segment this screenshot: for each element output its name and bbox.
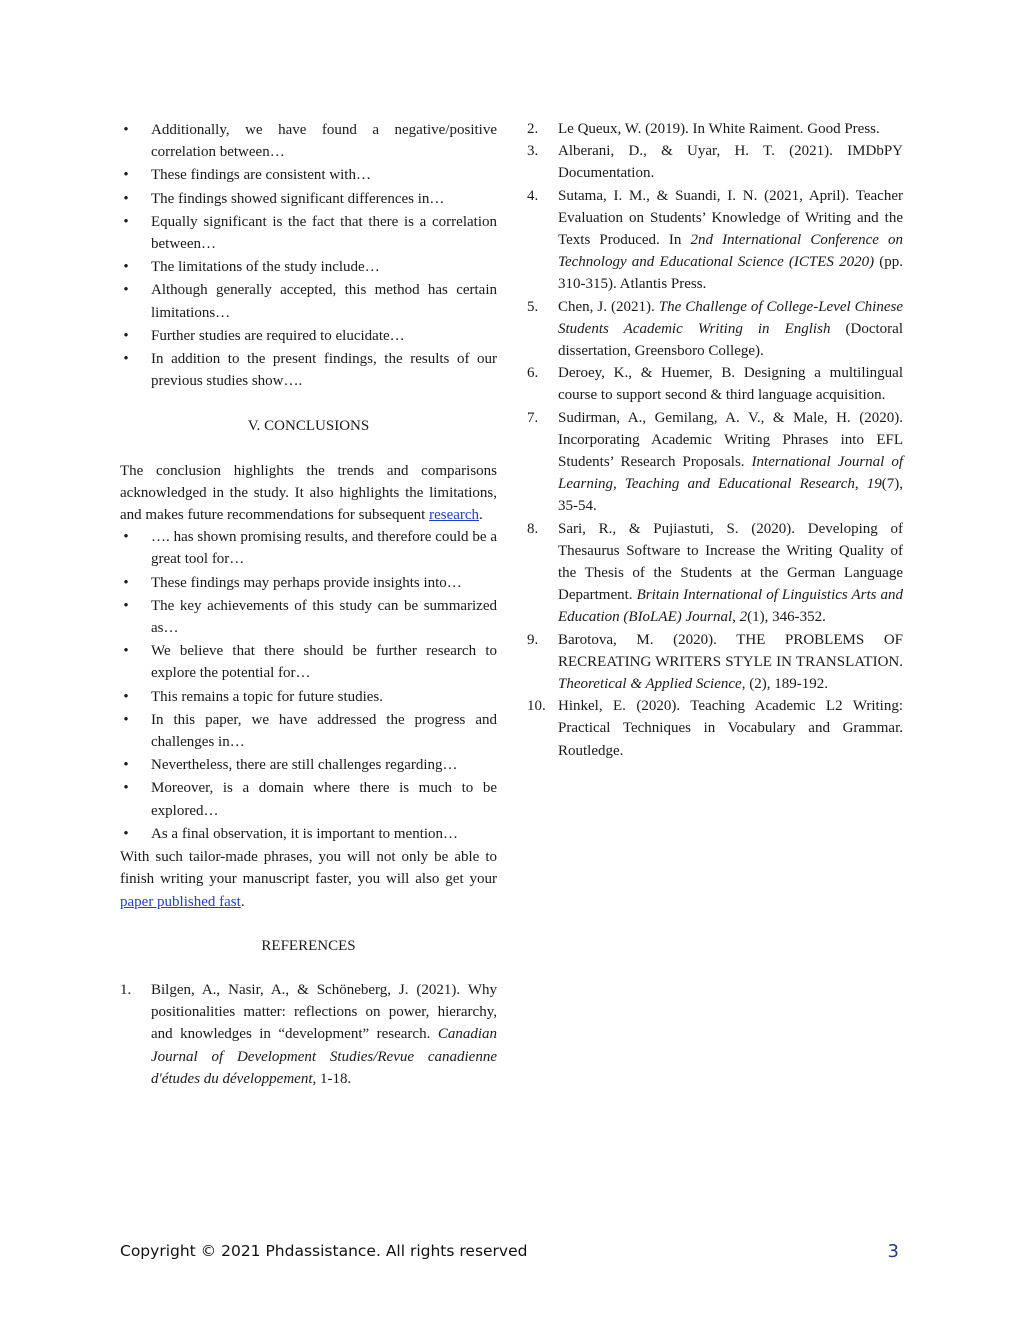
reference-number: 8.	[527, 520, 539, 537]
paragraph-text: With such tailor-made phrases, you will not only be able to finish writing your manuscript faster, you will also get your	[120, 849, 497, 888]
reference-number: 3.	[527, 143, 539, 160]
list-item-text: Although generally accepted, this method has certain limitations…	[151, 282, 497, 321]
reference-journal: Theoretical & Applied Science	[558, 676, 742, 693]
conclusion-paragraph	[120, 460, 497, 527]
list-item	[120, 709, 497, 753]
reference-text: Deroey, K., & Huemer, B. Designing a multilingual course to support second & third language acquisition.	[558, 365, 903, 404]
bullet-icon: •	[123, 167, 129, 184]
list-item-text: In addition to the present findings, the results of our previous studies show….	[151, 351, 497, 390]
reference-journal: 2nd International Conference on Technology and Educational Science (ICTES 2020)	[558, 232, 903, 271]
list-item-text: The limitations of the study include…	[151, 259, 380, 276]
list-item	[120, 119, 497, 163]
bullet-icon: •	[123, 122, 129, 138]
bullet-icon: •	[123, 282, 129, 299]
reference-number: 9.	[527, 631, 539, 648]
list-item	[120, 256, 497, 278]
reference-item	[527, 140, 903, 184]
list-item	[120, 211, 497, 255]
bullet-icon: •	[123, 643, 129, 660]
reference-sep: ,	[854, 476, 867, 493]
list-item-text: …. has shown promising results, and therefore could be a great tool for…	[151, 529, 497, 568]
list-item	[120, 279, 497, 323]
list-item-text: As a final observation, it is important to mention…	[151, 825, 459, 842]
spacer	[120, 957, 497, 979]
list-item-text: Additionally, we have found a negative/positive correlation between…	[151, 122, 497, 161]
list-item-text: The key achievements of this study can be summarized as…	[151, 597, 497, 637]
reference-journal: International Journal of Learning, Teaching and Educational Research	[558, 454, 903, 493]
list-item	[120, 572, 497, 594]
list-item	[120, 526, 497, 570]
reference-title: The Challenge of College-Level Chinese Students Academic Writing in English	[558, 298, 903, 337]
reference-text: Sutama, I. M., & Suandi, I. N. (2021, April). Teacher Evaluation on Students’ Knowledge of Writing and the Texts Produced. In	[558, 187, 903, 249]
list-item	[120, 164, 497, 186]
bullet-icon: •	[123, 688, 129, 705]
reference-number: 2.	[527, 121, 539, 137]
conclusion-bullet-list	[120, 526, 497, 845]
list-item	[120, 325, 497, 347]
list-item-text: We believe that there should be further research to explore the potential for…	[151, 643, 497, 682]
reference-pages: (Doctoral dissertation, Greensboro College).	[558, 320, 903, 360]
bullet-icon: •	[123, 351, 129, 368]
reference-pages: , (2), 189-192.	[741, 676, 828, 693]
references-list-left	[120, 979, 497, 1090]
list-item-text: This remains a topic for future studies.	[151, 688, 384, 705]
conclusions-heading: V. CONCLUSIONS	[247, 418, 370, 435]
reference-text: Chen, J. (2021).	[558, 298, 659, 315]
paper-published-fast-link[interactable]: paper published fast	[120, 893, 241, 910]
reference-item	[527, 518, 903, 629]
reference-number: 5.	[527, 298, 539, 315]
bullet-icon: •	[123, 259, 129, 276]
reference-number: 1.	[120, 981, 132, 998]
list-item	[120, 777, 497, 821]
copyright-text: Copyright © 2021 Phdassistance. All rights reserved	[120, 1242, 528, 1260]
reference-item	[527, 629, 903, 696]
bullet-icon: •	[123, 327, 129, 344]
reference-pages: (1), 346-352.	[747, 609, 826, 626]
reference-item	[527, 407, 903, 518]
bullet-icon: •	[123, 190, 129, 207]
list-item	[120, 640, 497, 684]
paragraph-text: The conclusion highlights the trends and comparisons acknowledged in the study. It also highlights the limitations, and makes future recommendations for subsequent	[120, 462, 497, 524]
bullet-icon: •	[123, 597, 129, 614]
spacer	[120, 913, 497, 935]
bullet-icon: •	[123, 213, 129, 230]
reference-text: Sari, R., & Pujiastuti, S. (2020). Developing of Thesaurus Software to Increase the Writing Quality of the Thesis of the Students at the German Language Department.	[558, 520, 903, 604]
bullet-icon: •	[123, 711, 129, 728]
page-footer	[120, 1242, 903, 1268]
list-item	[120, 595, 497, 639]
list-item	[120, 754, 497, 776]
reference-text: Hinkel, E. (2020). Teaching Academic L2 Writing: Practical Techniques in Vocabulary and Grammar. Routledge.	[558, 698, 903, 759]
spacer	[120, 393, 497, 415]
list-item-text: Equally significant is the fact that there is a correlation between…	[151, 213, 497, 253]
references-heading: REFERENCES	[261, 937, 356, 954]
reference-text: Barotova, M. (2020). THE PROBLEMS OF RECREATING WRITERS STYLE IN TRANSLATION.	[558, 631, 903, 670]
bullet-icon: •	[123, 574, 129, 591]
reference-text: Sudirman, A., Gemilang, A. V., & Male, H. (2020). Incorporating Academic Writing Phrases into EFL Students’ Research Proposals.	[558, 409, 903, 471]
list-item	[120, 823, 497, 845]
list-item	[120, 686, 497, 708]
reference-pages: , 1-18.	[312, 1070, 352, 1087]
list-item-text: In this paper, we have addressed the progress and challenges in…	[151, 711, 497, 751]
reference-number: 6.	[527, 365, 539, 382]
list-item-text: These findings are consistent with…	[151, 167, 371, 184]
bullet-icon: •	[123, 529, 129, 546]
paragraph-end: .	[479, 507, 483, 524]
spacer	[120, 438, 497, 460]
left-column	[120, 119, 497, 1090]
list-item-text: These findings may perhaps provide insights into…	[151, 574, 462, 591]
reference-journal: Britain International of Linguistics Arts and Education (BIoLAE) Journal	[558, 587, 903, 626]
list-item-text: Moreover, is a domain where there is much to be explored…	[151, 780, 497, 819]
right-column	[527, 118, 903, 762]
reference-text: Alberani, D., & Uyar, H. T. (2021). IMDbPY Documentation.	[558, 143, 903, 182]
reference-volume: 19	[866, 476, 882, 493]
reference-pages: (pp. 310-315). Atlantis Press.	[558, 254, 903, 293]
reference-item	[527, 185, 903, 296]
reference-text: Le Queux, W. (2019). In White Raiment. Good Press.	[558, 121, 880, 137]
research-link[interactable]: research	[429, 507, 480, 524]
reference-pages: (7), 35-54.	[558, 476, 904, 515]
reference-number: 7.	[527, 409, 539, 426]
list-item-text: Nevertheless, there are still challenges regarding…	[151, 757, 458, 774]
reference-item	[527, 296, 903, 363]
reference-volume: 2	[739, 609, 748, 626]
bullet-icon: •	[123, 825, 129, 842]
reference-text: Bilgen, A., Nasir, A., & Schöneberg, J. (2021). Why positionalities matter: reflections on power, hierarchy, and knowledges in “development” research.	[151, 981, 497, 1043]
reference-item	[120, 979, 497, 1090]
list-item	[120, 188, 497, 210]
bullet-icon: •	[123, 757, 129, 774]
reference-number: 10.	[527, 698, 546, 715]
reference-sep: ,	[732, 609, 740, 626]
reference-item	[527, 362, 903, 406]
closing-paragraph	[120, 846, 497, 913]
bullet-icon: •	[123, 780, 129, 797]
page-number: 3	[887, 1241, 899, 1262]
list-item	[120, 348, 497, 392]
list-item-text: The findings showed significant differences in…	[151, 190, 445, 207]
list-item-text: Further studies are required to elucidate…	[151, 327, 405, 344]
reference-item	[527, 695, 903, 762]
reference-number: 4.	[527, 187, 539, 204]
paragraph-end: .	[240, 893, 245, 910]
reference-item	[527, 118, 903, 140]
reference-journal: Canadian Journal of Development Studies/Revue canadienne d'études du développement	[151, 1026, 497, 1087]
findings-bullet-list	[120, 119, 497, 392]
references-list-right	[527, 118, 903, 762]
